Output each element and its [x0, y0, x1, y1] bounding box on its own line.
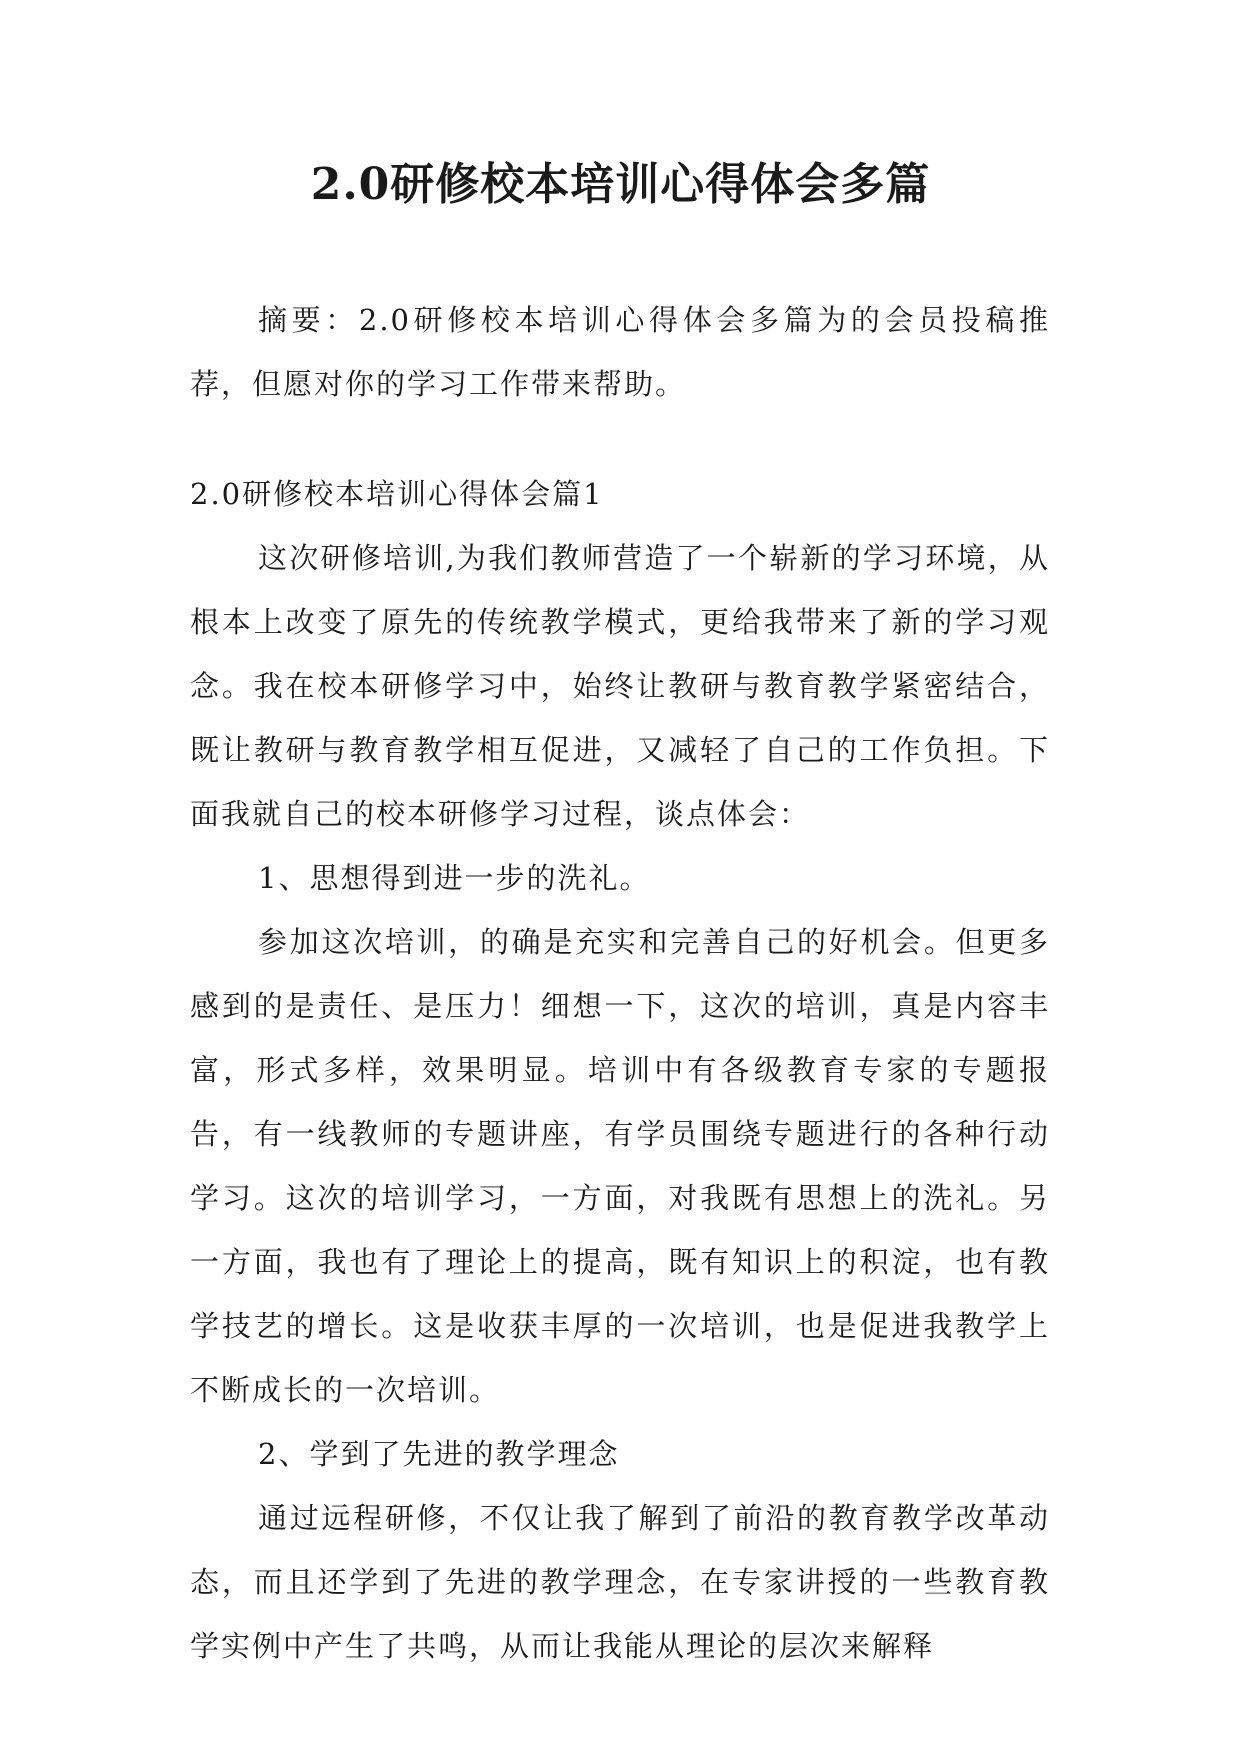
point-heading-2: 2、学到了先进的教学理念 — [258, 1437, 620, 1471]
point-heading-1: 1、思想得到进一步的洗礼。 — [258, 861, 651, 895]
body-paragraph: 通过远程研修，不仅让我了解到了前沿的教育教学改革动态，而且还学到了先进的教学理念，在专家讲授的一些教育教学实例中产生了共鸣，从而让我能从理论的层次来解释 — [190, 1501, 1050, 1663]
document-body — [190, 462, 1050, 1678]
section-heading: 2.0研修校本培训心得体会篇1 — [190, 477, 604, 511]
body-paragraph: 参加这次培训，的确是充实和完善自己的好机会。但更多感到的是责任、是压力！细想一下，这次的培训，真是内容丰富，形式多样，效果明显。培训中有各级教育专家的专题报告，有一线教师的专题讲座，有学员围绕专题进行的各种行动学习。这次的培训学习，一方面，对我既有思想上的洗礼。另一方面，我也有了理论上的提高，既有知识上的积淀，也有教学技艺的增长。这是收获丰厚的一次培训，也是促进我教学上不断成长的一次培训。 — [190, 925, 1050, 1407]
body-paragraph: 这次研修培训,为我们教师营造了一个崭新的学习环境，从根本上改变了原先的传统教学模式，更给我带来了新的学习观念。我在校本研修学习中，始终让教研与教育教学紧密结合，既让教研与教育教学相互促进，又减轻了自己的工作负担。下面我就自己的校本研修学习过程，谈点体会： — [190, 541, 1050, 831]
document-title: 2.0研修校本培训心得体会多篇 — [310, 159, 931, 210]
summary-paragraph: 摘要：2.0研修校本培训心得体会多篇为的会员投稿推荐，但愿对你的学习工作带来帮助。 — [190, 303, 1050, 401]
